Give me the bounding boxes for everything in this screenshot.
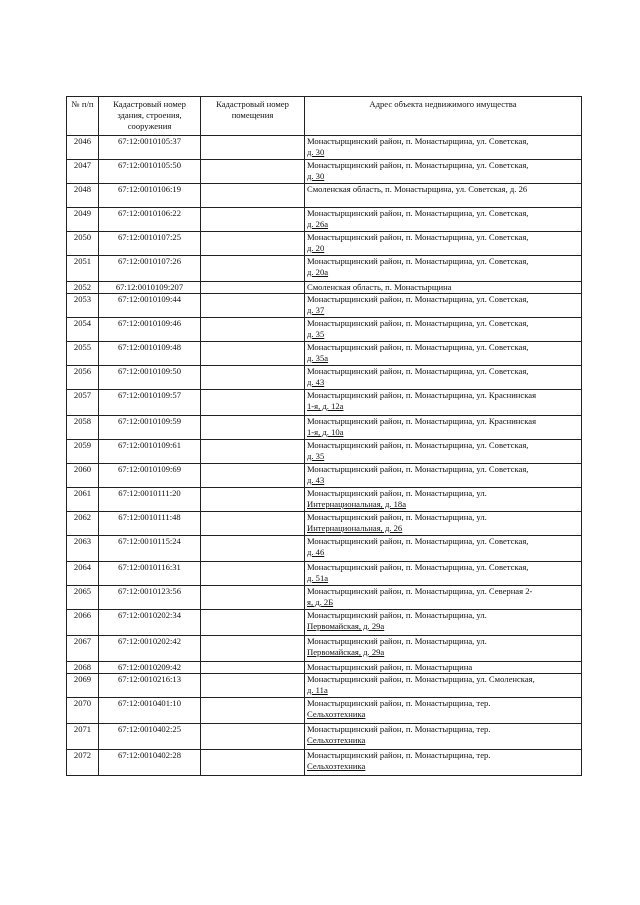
address-line-1: Монастырщинский район, п. Монастырщина, ул. — [307, 512, 487, 522]
table-row — [67, 488, 582, 512]
property-register-table — [66, 96, 582, 776]
table-row — [67, 184, 582, 208]
address-line-1: Монастырщинский район, п. Монастырщина, ул. — [307, 610, 487, 620]
table-row — [67, 536, 582, 562]
room-cadastral-number — [201, 724, 305, 750]
address-line-2: д. 51а — [307, 573, 329, 583]
address-line-1: Монастырщинский район, п. Монастырщина, ул. Краснинская — [307, 416, 537, 426]
address-line-2: д. 20 — [307, 243, 325, 253]
row-number: 2048 — [67, 184, 99, 208]
address-line-1: Монастырщинский район, п. Монастырщина, ул. Смоленская, — [307, 674, 535, 684]
building-cadastral-number: 67:12:0010111:48 — [99, 512, 201, 536]
building-cadastral-number: 67:12:0010109:50 — [99, 366, 201, 390]
address-line-1: Монастырщинский район, п. Монастырщина, ул. Северная 2- — [307, 586, 533, 596]
address-line-1: Монастырщинский район, п. Монастырщина, ул. Советская, — [307, 256, 529, 266]
table-row — [67, 390, 582, 416]
room-cadastral-number — [201, 674, 305, 698]
table-row — [67, 232, 582, 256]
property-address — [305, 562, 582, 586]
table-row — [67, 160, 582, 184]
building-cadastral-number: 67:12:0010109:61 — [99, 440, 201, 464]
building-cadastral-number: 67:12:0010109:57 — [99, 390, 201, 416]
table-row — [67, 674, 582, 698]
property-address — [305, 282, 582, 294]
address-line-2: д. 30 — [307, 147, 325, 157]
table-row — [67, 256, 582, 282]
row-number: 2051 — [67, 256, 99, 282]
property-address — [305, 512, 582, 536]
room-cadastral-number — [201, 136, 305, 160]
building-cadastral-number: 67:12:0010107:26 — [99, 256, 201, 282]
row-number: 2046 — [67, 136, 99, 160]
building-cadastral-number: 67:12:0010123:56 — [99, 586, 201, 610]
room-cadastral-number — [201, 318, 305, 342]
row-number: 2062 — [67, 512, 99, 536]
building-cadastral-number: 67:12:0010402:28 — [99, 750, 201, 776]
address-line-1: Монастырщинский район, п. Монастырщина, ул. — [307, 488, 487, 498]
room-cadastral-number — [201, 184, 305, 208]
property-address — [305, 674, 582, 698]
building-cadastral-number: 67:12:0010109:46 — [99, 318, 201, 342]
room-cadastral-number — [201, 586, 305, 610]
room-cadastral-number — [201, 256, 305, 282]
room-cadastral-number — [201, 636, 305, 662]
address-line-2: Первомайская, д. 29а — [307, 647, 385, 657]
row-number: 2068 — [67, 662, 99, 674]
property-address — [305, 440, 582, 464]
room-cadastral-number — [201, 208, 305, 232]
property-address — [305, 636, 582, 662]
row-number: 2053 — [67, 294, 99, 318]
property-address — [305, 294, 582, 318]
address-line-2: Первомайская, д. 29а — [307, 621, 385, 631]
room-cadastral-number — [201, 562, 305, 586]
address-line-1: Монастырщинский район, п. Монастырщина, ул. Советская, — [307, 342, 529, 352]
building-cadastral-number: 67:12:0010107:25 — [99, 232, 201, 256]
property-address — [305, 416, 582, 440]
room-cadastral-number — [201, 390, 305, 416]
room-cadastral-number — [201, 416, 305, 440]
room-cadastral-number — [201, 342, 305, 366]
address-line-1: Монастырщинский район, п. Монастырщина, ул. Советская, — [307, 160, 529, 170]
table-row — [67, 750, 582, 776]
table-row — [67, 342, 582, 366]
row-number: 2071 — [67, 724, 99, 750]
building-cadastral-number: 67:12:0010106:22 — [99, 208, 201, 232]
table-row — [67, 724, 582, 750]
row-number: 2070 — [67, 698, 99, 724]
building-cadastral-number: 67:12:0010105:50 — [99, 160, 201, 184]
row-number: 2050 — [67, 232, 99, 256]
building-cadastral-number: 67:12:0010109:48 — [99, 342, 201, 366]
building-cadastral-number: 67:12:0010109:44 — [99, 294, 201, 318]
address-line-2: д. 11а — [307, 685, 328, 695]
building-cadastral-number: 67:12:0010216:13 — [99, 674, 201, 698]
property-address — [305, 610, 582, 636]
building-cadastral-number: 67:12:0010111:20 — [99, 488, 201, 512]
property-address — [305, 662, 582, 674]
address-line-1: Монастырщинский район, п. Монастырщина, ул. — [307, 636, 487, 646]
address-line-2: д. 37 — [307, 305, 325, 315]
building-cadastral-number: 67:12:0010116:31 — [99, 562, 201, 586]
row-number: 2069 — [67, 674, 99, 698]
row-number: 2055 — [67, 342, 99, 366]
row-number: 2063 — [67, 536, 99, 562]
property-address — [305, 136, 582, 160]
header-building-cadastral: Кадастровый номер здания, строения, сооружения — [99, 97, 201, 136]
room-cadastral-number — [201, 512, 305, 536]
address-line-1: Монастырщинский район, п. Монастырщина, ул. Советская, — [307, 464, 529, 474]
address-line-1: Монастырщинский район, п. Монастырщина, ул. Советская, — [307, 562, 529, 572]
address-line-1: Монастырщинский район, п. Монастырщина, ул. Советская, — [307, 536, 529, 546]
address-line-1: Монастырщинский район, п. Монастырщина, ул. Краснинская — [307, 390, 537, 400]
table-row — [67, 662, 582, 674]
row-number: 2064 — [67, 562, 99, 586]
room-cadastral-number — [201, 232, 305, 256]
property-address — [305, 698, 582, 724]
table-row — [67, 464, 582, 488]
address-line-2: 1-я, д. 10а — [307, 427, 344, 437]
building-cadastral-number: 67:12:0010109:59 — [99, 416, 201, 440]
table-row — [67, 416, 582, 440]
address-line-2: Сельхозтехника — [307, 709, 366, 719]
address-line-2: д. 43 — [307, 377, 325, 387]
room-cadastral-number — [201, 366, 305, 390]
building-cadastral-number: 67:12:0010202:34 — [99, 610, 201, 636]
table-row — [67, 440, 582, 464]
property-address — [305, 342, 582, 366]
address-line-2: 1-я, д. 12а — [307, 401, 344, 411]
room-cadastral-number — [201, 464, 305, 488]
property-address — [305, 184, 582, 208]
row-number: 2066 — [67, 610, 99, 636]
building-cadastral-number: 67:12:0010115:24 — [99, 536, 201, 562]
row-number: 2047 — [67, 160, 99, 184]
address-line-1: Монастырщинский район, п. Монастырщина, ул. Советская, — [307, 294, 529, 304]
property-address — [305, 390, 582, 416]
table-row — [67, 636, 582, 662]
address-line-2: Интернациональная, д. 26 — [307, 523, 403, 533]
property-address — [305, 160, 582, 184]
table-row — [67, 366, 582, 390]
property-address — [305, 256, 582, 282]
address-line-1: Монастырщинский район, п. Монастырщина, ул. Советская, — [307, 318, 529, 328]
room-cadastral-number — [201, 488, 305, 512]
address-line-2: Интернациональная, д. 18а — [307, 499, 407, 509]
property-address — [305, 464, 582, 488]
table-row — [67, 208, 582, 232]
address-line-1: Монастырщинский район, п. Монастырщина, тер. — [307, 724, 491, 734]
address-line-2: я, д. 2Б — [307, 597, 334, 607]
row-number: 2052 — [67, 282, 99, 294]
room-cadastral-number — [201, 282, 305, 294]
building-cadastral-number: 67:12:0010109:69 — [99, 464, 201, 488]
header-address: Адрес объекта недвижимого имущества — [305, 97, 582, 136]
row-number: 2056 — [67, 366, 99, 390]
address-line-2: д. 46 — [307, 547, 325, 557]
row-number: 2059 — [67, 440, 99, 464]
row-number: 2049 — [67, 208, 99, 232]
header-room-cadastral: Кадастровый номер помещения — [201, 97, 305, 136]
row-number: 2060 — [67, 464, 99, 488]
table-row — [67, 318, 582, 342]
row-number: 2057 — [67, 390, 99, 416]
building-cadastral-number: 67:12:0010109:207 — [99, 282, 201, 294]
room-cadastral-number — [201, 160, 305, 184]
room-cadastral-number — [201, 294, 305, 318]
table-row — [67, 136, 582, 160]
address-line-1: Монастырщинский район, п. Монастырщина — [307, 662, 473, 672]
address-line-2: д. 35а — [307, 353, 329, 363]
address-line-2: д. 35 — [307, 451, 325, 461]
address-line-2: Сельхозтехника — [307, 761, 366, 771]
row-number: 2065 — [67, 586, 99, 610]
table-row — [67, 282, 582, 294]
address-line-2: Сельхозтехника — [307, 735, 366, 745]
row-number: 2067 — [67, 636, 99, 662]
property-address — [305, 586, 582, 610]
building-cadastral-number: 67:12:0010105:37 — [99, 136, 201, 160]
property-address — [305, 488, 582, 512]
address-line-2: д. 35 — [307, 329, 325, 339]
building-cadastral-number: 67:12:0010402:25 — [99, 724, 201, 750]
row-number: 2072 — [67, 750, 99, 776]
address-line-1: Монастырщинский район, п. Монастырщина, ул. Советская, — [307, 208, 529, 218]
address-line-1: Монастырщинский район, п. Монастырщина, тер. — [307, 750, 491, 760]
address-line-2: д. 30 — [307, 171, 325, 181]
building-cadastral-number: 67:12:0010202:42 — [99, 636, 201, 662]
table-header-row — [67, 97, 582, 136]
row-number: 2058 — [67, 416, 99, 440]
address-line-1: Монастырщинский район, п. Монастырщина, ул. Советская, — [307, 440, 529, 450]
property-address — [305, 366, 582, 390]
table-row — [67, 610, 582, 636]
table-row — [67, 294, 582, 318]
property-address — [305, 318, 582, 342]
address-line-1: Монастырщинский район, п. Монастырщина, ул. Советская, — [307, 232, 529, 242]
room-cadastral-number — [201, 440, 305, 464]
table-row — [67, 562, 582, 586]
building-cadastral-number: 67:12:0010209:42 — [99, 662, 201, 674]
table-row — [67, 698, 582, 724]
address-line-2: д. 43 — [307, 475, 325, 485]
address-line-1: Монастырщинский район, п. Монастырщина, тер. — [307, 698, 491, 708]
property-address — [305, 536, 582, 562]
table-body — [67, 136, 582, 776]
building-cadastral-number: 67:12:0010106:19 — [99, 184, 201, 208]
room-cadastral-number — [201, 750, 305, 776]
property-address — [305, 232, 582, 256]
address-line-1: Монастырщинский район, п. Монастырщина, ул. Советская, — [307, 136, 529, 146]
address-line-1: Смоленская область, п. Монастырщина, ул. Советская, д. 26 — [307, 184, 528, 194]
address-line-1: Монастырщинский район, п. Монастырщина, ул. Советская, — [307, 366, 529, 376]
address-line-2: д. 20а — [307, 267, 329, 277]
row-number: 2054 — [67, 318, 99, 342]
building-cadastral-number: 67:12:0010401:10 — [99, 698, 201, 724]
room-cadastral-number — [201, 662, 305, 674]
table-row — [67, 512, 582, 536]
address-line-1: Смоленская область, п. Монастырщина — [307, 282, 452, 292]
row-number: 2061 — [67, 488, 99, 512]
property-address — [305, 750, 582, 776]
property-address — [305, 724, 582, 750]
room-cadastral-number — [201, 610, 305, 636]
property-address — [305, 208, 582, 232]
room-cadastral-number — [201, 698, 305, 724]
room-cadastral-number — [201, 536, 305, 562]
address-line-2: д. 26а — [307, 219, 329, 229]
header-number: № п/п — [67, 97, 99, 136]
table-row — [67, 586, 582, 610]
